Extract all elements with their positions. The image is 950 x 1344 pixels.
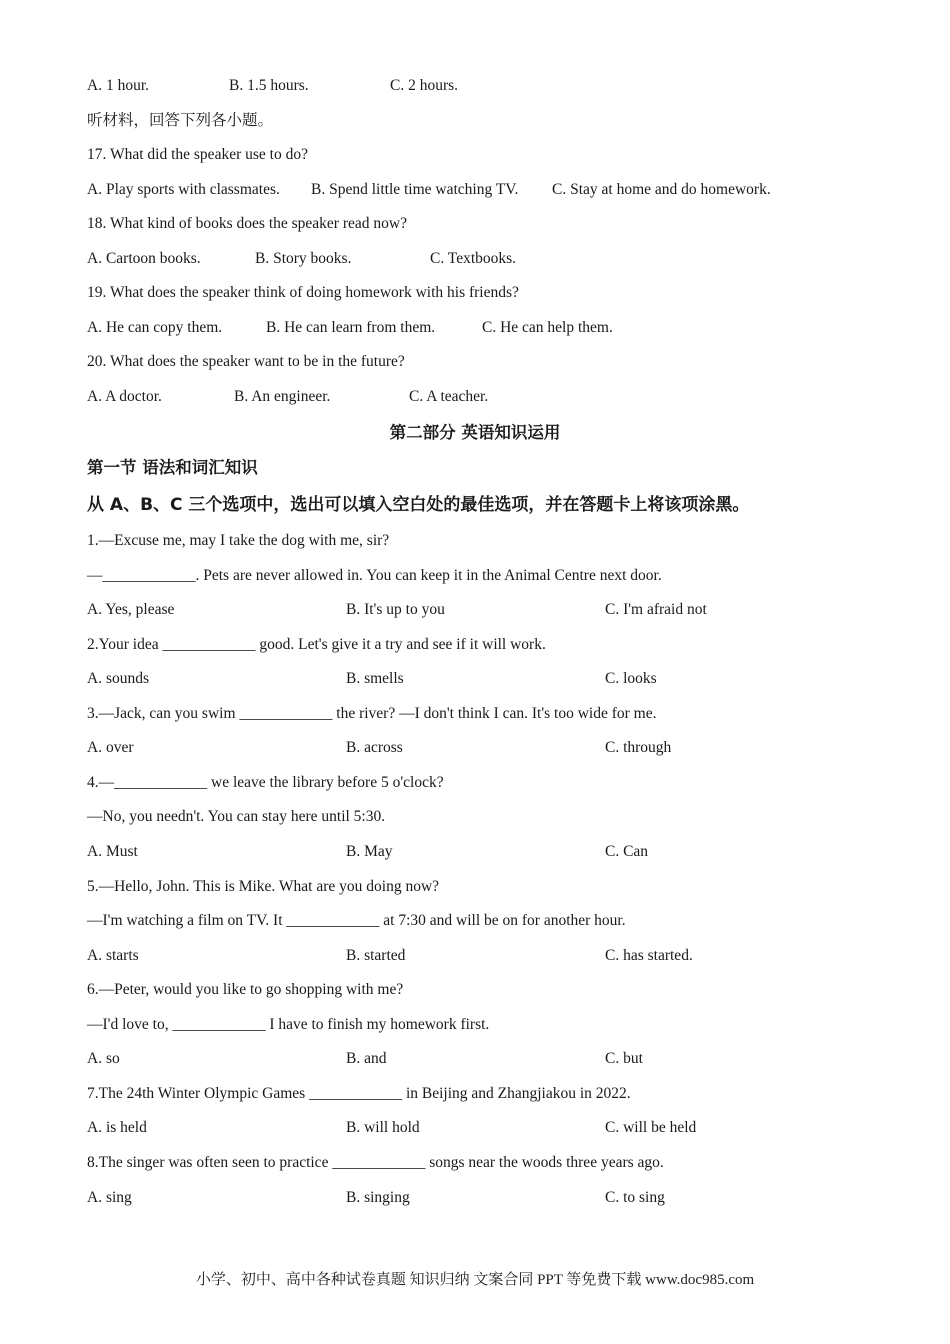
option-c: C. I'm afraid not xyxy=(605,601,707,618)
listen-instruction: 听材料，回答下列各小题。 xyxy=(87,112,274,129)
part-title: 第二部分 英语知识运用 xyxy=(389,423,561,442)
option-b: B. singing xyxy=(346,1189,410,1206)
option-c: C. but xyxy=(605,1050,643,1067)
grammar-8-line-1: 8.The singer was often seen to practice ____________ songs near the woods three years ago. xyxy=(87,1154,664,1171)
option-a: A. sounds xyxy=(87,670,150,687)
section-title: 第一节 语法和词汇知识 xyxy=(87,458,258,477)
grammar-4-line-1: 4.—____________ we leave the library before 5 o'clock? xyxy=(87,774,444,791)
option-b: B. and xyxy=(346,1050,387,1067)
option-a: A. A doctor. xyxy=(87,388,162,405)
option-c: C. He can help them. xyxy=(482,319,613,336)
grammar-6-line-2: —I'd love to, ____________ I have to finish my homework first. xyxy=(87,1016,490,1033)
grammar-7-line-1: 7.The 24th Winter Olympic Games ____________ in Beijing and Zhangjiakou in 2022. xyxy=(87,1085,631,1102)
option-c: C. through xyxy=(605,739,672,756)
option-c: C. A teacher. xyxy=(409,388,489,405)
option-c: C. has started. xyxy=(605,947,693,964)
option-b: B. across xyxy=(346,739,403,756)
option-b: B. smells xyxy=(346,670,404,687)
option-b: B. Spend little time watching TV. xyxy=(311,181,519,198)
option-b: B. May xyxy=(346,843,393,860)
option-a: A. Cartoon books. xyxy=(87,250,201,267)
question-19: 19. What does the speaker think of doing homework with his friends? xyxy=(87,284,519,301)
question-20: 20. What does the speaker want to be in the future? xyxy=(87,353,405,370)
page-footer: 小学、初中、高中各种试卷真题 知识归纳 文案合同 PPT 等免费下载 www.doc985.com xyxy=(195,1272,755,1288)
option-a: A. is held xyxy=(87,1119,147,1136)
option-b: B. Story books. xyxy=(255,250,352,267)
question-18: 18. What kind of books does the speaker read now? xyxy=(87,215,407,232)
option-a: A. sing xyxy=(87,1189,132,1206)
grammar-4-line-2: —No, you needn't. You can stay here until 5:30. xyxy=(87,808,386,825)
option-c: C. to sing xyxy=(605,1189,665,1206)
option-c: C. Textbooks. xyxy=(430,250,517,267)
section-instruction: 从 A、B、C 三个选项中，选出可以填入空白处的最佳选项，并在答题卡上将该项涂黑。 xyxy=(87,495,750,515)
option-c: C. looks xyxy=(605,670,657,687)
question-17: 17. What did the speaker use to do? xyxy=(87,146,308,163)
option-a: A. Play sports with classmates. xyxy=(87,181,280,198)
grammar-1-line-2: —____________. Pets are never allowed in. You can keep it in the Animal Centre next door. xyxy=(87,567,662,584)
option-a: A. over xyxy=(87,739,134,756)
option-a: A. 1 hour. xyxy=(87,77,149,94)
option-a: A. Yes, please xyxy=(87,601,175,618)
option-c: C. Stay at home and do homework. xyxy=(552,181,771,198)
option-b: B. 1.5 hours. xyxy=(229,77,309,94)
option-b: B. will hold xyxy=(346,1119,420,1136)
option-a: A. so xyxy=(87,1050,120,1067)
grammar-5-line-2: —I'm watching a film on TV. It ____________ at 7:30 and will be on for another hour. xyxy=(87,912,626,929)
grammar-2-line-1: 2.Your idea ____________ good. Let's give it a try and see if it will work. xyxy=(87,636,546,653)
option-b: B. It's up to you xyxy=(346,601,445,618)
option-a: A. He can copy them. xyxy=(87,319,223,336)
grammar-6-line-1: 6.—Peter, would you like to go shopping with me? xyxy=(87,981,404,998)
grammar-3-line-1: 3.—Jack, can you swim ____________ the river? —I don't think I can. It's too wide for me. xyxy=(87,705,657,722)
grammar-1-line-1: 1.—Excuse me, may I take the dog with me, sir? xyxy=(87,532,390,549)
option-c: C. Can xyxy=(605,843,649,860)
option-b: B. An engineer. xyxy=(234,388,331,405)
option-c: C. 2 hours. xyxy=(390,77,459,94)
option-b: B. started xyxy=(346,947,406,964)
option-b: B. He can learn from them. xyxy=(266,319,436,336)
option-a: A. starts xyxy=(87,947,139,964)
grammar-5-line-1: 5.—Hello, John. This is Mike. What are you doing now? xyxy=(87,878,440,895)
option-c: C. will be held xyxy=(605,1119,697,1136)
option-a: A. Must xyxy=(87,843,138,860)
